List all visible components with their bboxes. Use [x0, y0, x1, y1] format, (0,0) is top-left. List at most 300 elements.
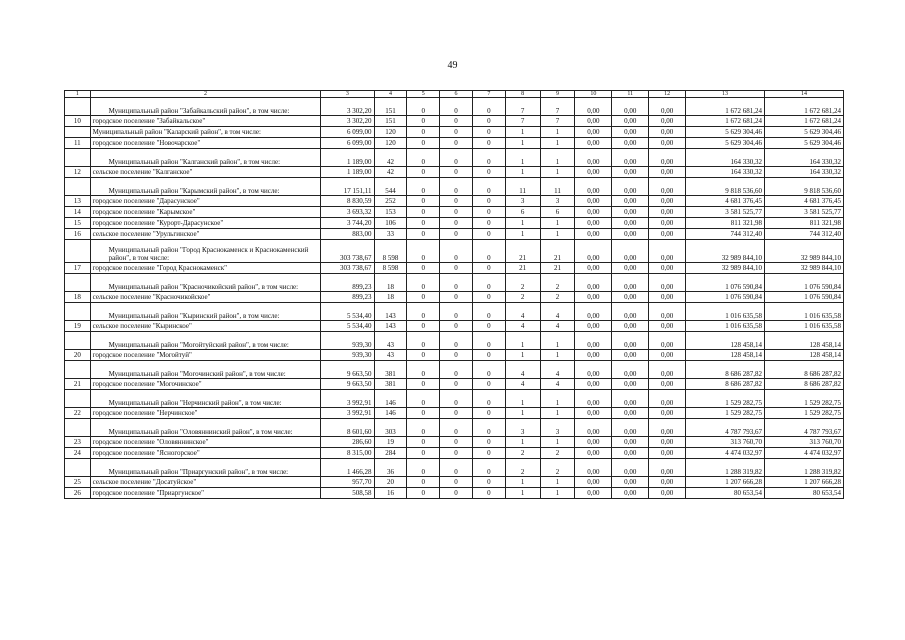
value-cell: 0 [440, 127, 473, 138]
value-cell: 0 [472, 292, 505, 303]
row-number-cell: 24 [65, 448, 91, 459]
value-cell: 0 [440, 408, 473, 419]
value-cell: 0 [472, 98, 505, 116]
column-header: 4 [374, 91, 407, 98]
value-cell: 0 [407, 138, 440, 149]
value-cell: 3 [505, 419, 540, 437]
name-cell: Муниципальный район "Кыринский район", в том числе: [90, 303, 321, 321]
row-number-cell: 25 [65, 477, 91, 488]
table-row [65, 196, 844, 207]
value-cell: 2 [505, 274, 540, 292]
value-cell: 6 099,00 [321, 127, 374, 138]
value-cell: 1 [540, 332, 575, 350]
name-cell: сельское поселение "Урульгинское" [90, 229, 321, 240]
value-cell: 0 [472, 138, 505, 149]
value-cell: 4 474 032,97 [686, 448, 765, 459]
value-cell: 0,00 [575, 167, 612, 178]
name-cell: городское поселение "Могочинское" [90, 379, 321, 390]
name-cell: городское поселение "Дарасунское" [90, 196, 321, 207]
value-cell: 0 [407, 116, 440, 127]
value-cell: 4 [505, 361, 540, 379]
value-cell: 0,00 [575, 218, 612, 229]
value-cell: 0 [472, 448, 505, 459]
value-cell: 0,00 [612, 98, 649, 116]
row-number-cell [65, 98, 91, 116]
value-cell: 0 [472, 350, 505, 361]
value-cell: 1 [505, 437, 540, 448]
value-cell: 544 [374, 178, 407, 196]
value-cell: 0 [472, 274, 505, 292]
value-cell: 303 [374, 419, 407, 437]
value-cell: 0,00 [612, 127, 649, 138]
column-header: 5 [407, 91, 440, 98]
value-cell: 0 [440, 419, 473, 437]
value-cell: 0,00 [612, 332, 649, 350]
name-cell: Муниципальный район "Могойтуйский район", в том числе: [90, 332, 321, 350]
value-cell: 0,00 [612, 390, 649, 408]
value-cell: 0,00 [649, 98, 686, 116]
value-cell: 1 [540, 408, 575, 419]
value-cell: 939,30 [321, 332, 374, 350]
column-header: 2 [90, 91, 321, 98]
value-cell: 43 [374, 332, 407, 350]
value-cell: 0,00 [575, 332, 612, 350]
row-number-cell: 19 [65, 321, 91, 332]
value-cell: 151 [374, 98, 407, 116]
value-cell: 1 [505, 149, 540, 167]
value-cell: 899,23 [321, 292, 374, 303]
value-cell: 286,60 [321, 437, 374, 448]
value-cell: 21 [540, 240, 575, 263]
value-cell: 0,00 [575, 321, 612, 332]
value-cell: 1 [540, 229, 575, 240]
value-cell: 8 686 287,82 [686, 361, 765, 379]
value-cell: 0,00 [575, 149, 612, 167]
value-cell: 2 [505, 292, 540, 303]
value-cell: 42 [374, 149, 407, 167]
value-cell: 0 [472, 167, 505, 178]
value-cell: 0,00 [649, 274, 686, 292]
value-cell: 16 [374, 488, 407, 499]
value-cell: 0,00 [612, 488, 649, 499]
value-cell: 1 466,28 [321, 459, 374, 477]
value-cell: 1 288 319,82 [686, 459, 765, 477]
name-cell: городское поселение "Новочарское" [90, 138, 321, 149]
row-number-cell: 14 [65, 207, 91, 218]
value-cell: 1 016 635,58 [686, 321, 765, 332]
value-cell: 0,00 [612, 321, 649, 332]
value-cell: 0 [440, 350, 473, 361]
value-cell: 120 [374, 138, 407, 149]
value-cell: 143 [374, 321, 407, 332]
value-cell: 0,00 [612, 167, 649, 178]
row-number-cell: 21 [65, 379, 91, 390]
value-cell: 0 [440, 138, 473, 149]
value-cell: 1 016 635,58 [686, 303, 765, 321]
value-cell: 2 [505, 448, 540, 459]
value-cell: 3 302,20 [321, 98, 374, 116]
value-cell: 0,00 [649, 263, 686, 274]
column-header: 9 [540, 91, 575, 98]
table-row [65, 167, 844, 178]
value-cell: 1 [540, 350, 575, 361]
value-cell: 0,00 [612, 350, 649, 361]
data-table [64, 90, 844, 499]
value-cell: 0,00 [649, 379, 686, 390]
value-cell: 5 629 304,46 [686, 127, 765, 138]
value-cell: 1 672 681,24 [686, 116, 765, 127]
value-cell: 0,00 [575, 98, 612, 116]
value-cell: 4 787 793,67 [686, 419, 765, 437]
value-cell: 3 992,91 [321, 390, 374, 408]
value-cell: 0,00 [575, 127, 612, 138]
value-cell: 0 [407, 218, 440, 229]
value-cell: 0,00 [575, 477, 612, 488]
name-cell: Муниципальный район "Приаргунский район", в том числе: [90, 459, 321, 477]
value-cell: 0 [440, 178, 473, 196]
table-row [65, 477, 844, 488]
name-cell: Муниципальный район "Калганский район", в том числе: [90, 149, 321, 167]
value-cell: 4 681 376,45 [765, 196, 844, 207]
section-row [65, 149, 844, 167]
column-header: 13 [686, 91, 765, 98]
value-cell: 5 629 304,46 [765, 138, 844, 149]
value-cell: 1 [540, 390, 575, 408]
value-cell: 6 099,00 [321, 138, 374, 149]
value-cell: 3 744,20 [321, 218, 374, 229]
value-cell: 0,00 [612, 361, 649, 379]
row-number-cell: 17 [65, 263, 91, 274]
value-cell: 0,00 [612, 138, 649, 149]
row-number-cell [65, 361, 91, 379]
value-cell: 1 [505, 390, 540, 408]
value-cell: 303 738,67 [321, 240, 374, 263]
value-cell: 1 [505, 218, 540, 229]
value-cell: 4 [540, 321, 575, 332]
value-cell: 1 672 681,24 [765, 116, 844, 127]
column-header: 14 [765, 91, 844, 98]
value-cell: 0,00 [649, 116, 686, 127]
value-cell: 4 [505, 379, 540, 390]
value-cell: 128 458,14 [686, 332, 765, 350]
row-number-cell: 11 [65, 138, 91, 149]
value-cell: 0 [407, 240, 440, 263]
section-row [65, 361, 844, 379]
table-row [65, 116, 844, 127]
value-cell: 4 [540, 379, 575, 390]
value-cell: 2 [540, 448, 575, 459]
table-row [65, 229, 844, 240]
value-cell: 744 312,40 [686, 229, 765, 240]
value-cell: 811 321,98 [686, 218, 765, 229]
value-cell: 1 [540, 488, 575, 499]
name-cell: Муниципальный район "Каларский район", в том числе: [90, 127, 321, 138]
name-cell: городское поселение "Оловяннинское" [90, 437, 321, 448]
value-cell: 0 [407, 178, 440, 196]
value-cell: 0 [407, 274, 440, 292]
value-cell: 7 [540, 98, 575, 116]
value-cell: 0,00 [649, 448, 686, 459]
value-cell: 0 [440, 98, 473, 116]
value-cell: 32 989 844,10 [686, 263, 765, 274]
row-number-cell [65, 332, 91, 350]
value-cell: 0,00 [575, 379, 612, 390]
value-cell: 0,00 [575, 488, 612, 499]
value-cell: 0,00 [649, 459, 686, 477]
column-header: 10 [575, 91, 612, 98]
value-cell: 7 [505, 98, 540, 116]
value-cell: 0 [407, 419, 440, 437]
value-cell: 957,70 [321, 477, 374, 488]
value-cell: 0 [472, 361, 505, 379]
table-body [65, 91, 844, 499]
value-cell: 0 [472, 390, 505, 408]
column-header: 11 [612, 91, 649, 98]
row-number-cell [65, 127, 91, 138]
value-cell: 1 [540, 167, 575, 178]
value-cell: 0,00 [575, 196, 612, 207]
value-cell: 18 [374, 292, 407, 303]
value-cell: 8 686 287,82 [686, 379, 765, 390]
name-cell: Муниципальный район "Красночикойский район", в том числе: [90, 274, 321, 292]
value-cell: 21 [505, 263, 540, 274]
value-cell: 0 [407, 379, 440, 390]
value-cell: 164 330,32 [686, 167, 765, 178]
name-cell: Муниципальный район "Нерчинский район", в том числе: [90, 390, 321, 408]
row-number-cell: 22 [65, 408, 91, 419]
value-cell: 4 787 793,67 [765, 419, 844, 437]
value-cell: 0,00 [575, 178, 612, 196]
section-row [65, 240, 844, 263]
row-number-cell: 10 [65, 116, 91, 127]
value-cell: 0,00 [649, 138, 686, 149]
table-row [65, 379, 844, 390]
column-header: 12 [649, 91, 686, 98]
name-cell: сельское поселение "Калганское" [90, 167, 321, 178]
value-cell: 1 076 590,84 [765, 292, 844, 303]
value-cell: 5 534,40 [321, 321, 374, 332]
value-cell: 32 989 844,10 [686, 240, 765, 263]
table-row [65, 437, 844, 448]
value-cell: 381 [374, 361, 407, 379]
table-row [65, 292, 844, 303]
value-cell: 21 [505, 240, 540, 263]
value-cell: 0 [472, 408, 505, 419]
value-cell: 1 [540, 477, 575, 488]
value-cell: 43 [374, 350, 407, 361]
value-cell: 0 [407, 196, 440, 207]
value-cell: 1 [505, 167, 540, 178]
value-cell: 0,00 [649, 229, 686, 240]
value-cell: 899,23 [321, 274, 374, 292]
section-row [65, 332, 844, 350]
value-cell: 4 474 032,97 [765, 448, 844, 459]
value-cell: 0 [407, 361, 440, 379]
row-number-cell: 16 [65, 229, 91, 240]
value-cell: 9 663,50 [321, 361, 374, 379]
value-cell: 0,00 [649, 218, 686, 229]
value-cell: 7 [505, 116, 540, 127]
row-number-cell: 13 [65, 196, 91, 207]
row-number-cell [65, 149, 91, 167]
value-cell: 0,00 [649, 321, 686, 332]
value-cell: 0,00 [649, 149, 686, 167]
row-number-cell [65, 303, 91, 321]
row-number-cell: 15 [65, 218, 91, 229]
value-cell: 1 016 635,58 [765, 321, 844, 332]
value-cell: 128 458,14 [765, 332, 844, 350]
value-cell: 0,00 [612, 263, 649, 274]
row-number-cell: 20 [65, 350, 91, 361]
value-cell: 32 989 844,10 [765, 240, 844, 263]
value-cell: 0 [440, 459, 473, 477]
value-cell: 1 076 590,84 [686, 292, 765, 303]
value-cell: 0,00 [649, 178, 686, 196]
value-cell: 0 [440, 303, 473, 321]
name-cell: городское поселение "Могойтуй" [90, 350, 321, 361]
value-cell: 0 [407, 207, 440, 218]
value-cell: 17 151,11 [321, 178, 374, 196]
value-cell: 0 [472, 207, 505, 218]
section-row [65, 303, 844, 321]
value-cell: 0,00 [649, 488, 686, 499]
value-cell: 0,00 [575, 116, 612, 127]
value-cell: 1 [540, 149, 575, 167]
value-cell: 128 458,14 [686, 350, 765, 361]
value-cell: 0 [407, 303, 440, 321]
value-cell: 33 [374, 229, 407, 240]
value-cell: 0,00 [575, 350, 612, 361]
value-cell: 0 [440, 488, 473, 499]
value-cell: 1 529 282,75 [765, 408, 844, 419]
value-cell: 0 [440, 196, 473, 207]
value-cell: 0,00 [649, 361, 686, 379]
value-cell: 0 [440, 218, 473, 229]
value-cell: 146 [374, 390, 407, 408]
value-cell: 1 [505, 229, 540, 240]
row-number-cell [65, 459, 91, 477]
value-cell: 508,58 [321, 488, 374, 499]
value-cell: 0,00 [575, 437, 612, 448]
value-cell: 3 [540, 196, 575, 207]
value-cell: 0,00 [612, 196, 649, 207]
row-number-cell: 26 [65, 488, 91, 499]
value-cell: 0,00 [612, 459, 649, 477]
value-cell: 0 [407, 448, 440, 459]
table-row [65, 350, 844, 361]
value-cell: 0,00 [649, 477, 686, 488]
value-cell: 4 681 376,45 [686, 196, 765, 207]
value-cell: 143 [374, 303, 407, 321]
value-cell: 0 [472, 459, 505, 477]
value-cell: 1 [540, 138, 575, 149]
value-cell: 0 [440, 274, 473, 292]
name-cell: Муниципальный район "Город Краснокаменск и Краснокаменский район", в том числе: [90, 240, 321, 263]
value-cell: 0,00 [612, 116, 649, 127]
value-cell: 0 [472, 303, 505, 321]
value-cell: 0 [472, 488, 505, 499]
value-cell: 0,00 [575, 459, 612, 477]
section-row [65, 127, 844, 138]
value-cell: 0,00 [649, 332, 686, 350]
value-cell: 0 [407, 477, 440, 488]
value-cell: 313 760,70 [686, 437, 765, 448]
column-header: 7 [472, 91, 505, 98]
value-cell: 0 [407, 98, 440, 116]
value-cell: 0,00 [575, 303, 612, 321]
value-cell: 0 [472, 321, 505, 332]
value-cell: 0 [440, 361, 473, 379]
value-cell: 0 [472, 116, 505, 127]
value-cell: 0 [472, 218, 505, 229]
value-cell: 1 207 666,28 [765, 477, 844, 488]
value-cell: 1 189,00 [321, 149, 374, 167]
section-row [65, 390, 844, 408]
value-cell: 0 [472, 127, 505, 138]
value-cell: 8 686 287,82 [765, 379, 844, 390]
value-cell: 151 [374, 116, 407, 127]
name-cell: Муниципальный район "Карымский район", в том числе: [90, 178, 321, 196]
section-row [65, 459, 844, 477]
value-cell: 0,00 [649, 240, 686, 263]
value-cell: 0 [440, 207, 473, 218]
value-cell: 0,00 [612, 207, 649, 218]
value-cell: 0 [440, 149, 473, 167]
value-cell: 0 [472, 332, 505, 350]
value-cell: 4 [505, 321, 540, 332]
value-cell: 19 [374, 437, 407, 448]
value-cell: 0 [440, 321, 473, 332]
table-row [65, 488, 844, 499]
value-cell: 36 [374, 459, 407, 477]
value-cell: 0,00 [649, 437, 686, 448]
column-header: 3 [321, 91, 374, 98]
value-cell: 0,00 [575, 240, 612, 263]
value-cell: 0,00 [612, 419, 649, 437]
value-cell: 146 [374, 408, 407, 419]
value-cell: 8 598 [374, 263, 407, 274]
value-cell: 3 302,20 [321, 116, 374, 127]
value-cell: 0 [440, 437, 473, 448]
value-cell: 3 992,91 [321, 408, 374, 419]
value-cell: 0 [472, 477, 505, 488]
value-cell: 21 [540, 263, 575, 274]
value-cell: 0,00 [649, 390, 686, 408]
value-cell: 0,00 [649, 167, 686, 178]
value-cell: 0,00 [612, 437, 649, 448]
value-cell: 0,00 [649, 350, 686, 361]
value-cell: 0,00 [575, 229, 612, 240]
section-row [65, 274, 844, 292]
value-cell: 1 [505, 350, 540, 361]
value-cell: 0,00 [612, 274, 649, 292]
row-number-cell: 23 [65, 437, 91, 448]
value-cell: 1 [505, 332, 540, 350]
section-row [65, 419, 844, 437]
value-cell: 0 [472, 196, 505, 207]
value-cell: 1 529 282,75 [765, 390, 844, 408]
value-cell: 0 [472, 178, 505, 196]
value-cell: 0,00 [575, 263, 612, 274]
value-cell: 381 [374, 379, 407, 390]
table-row [65, 218, 844, 229]
value-cell: 0,00 [612, 408, 649, 419]
value-cell: 1 016 635,58 [765, 303, 844, 321]
value-cell: 2 [540, 292, 575, 303]
section-row [65, 178, 844, 196]
row-number-cell: 12 [65, 167, 91, 178]
value-cell: 0,00 [575, 419, 612, 437]
